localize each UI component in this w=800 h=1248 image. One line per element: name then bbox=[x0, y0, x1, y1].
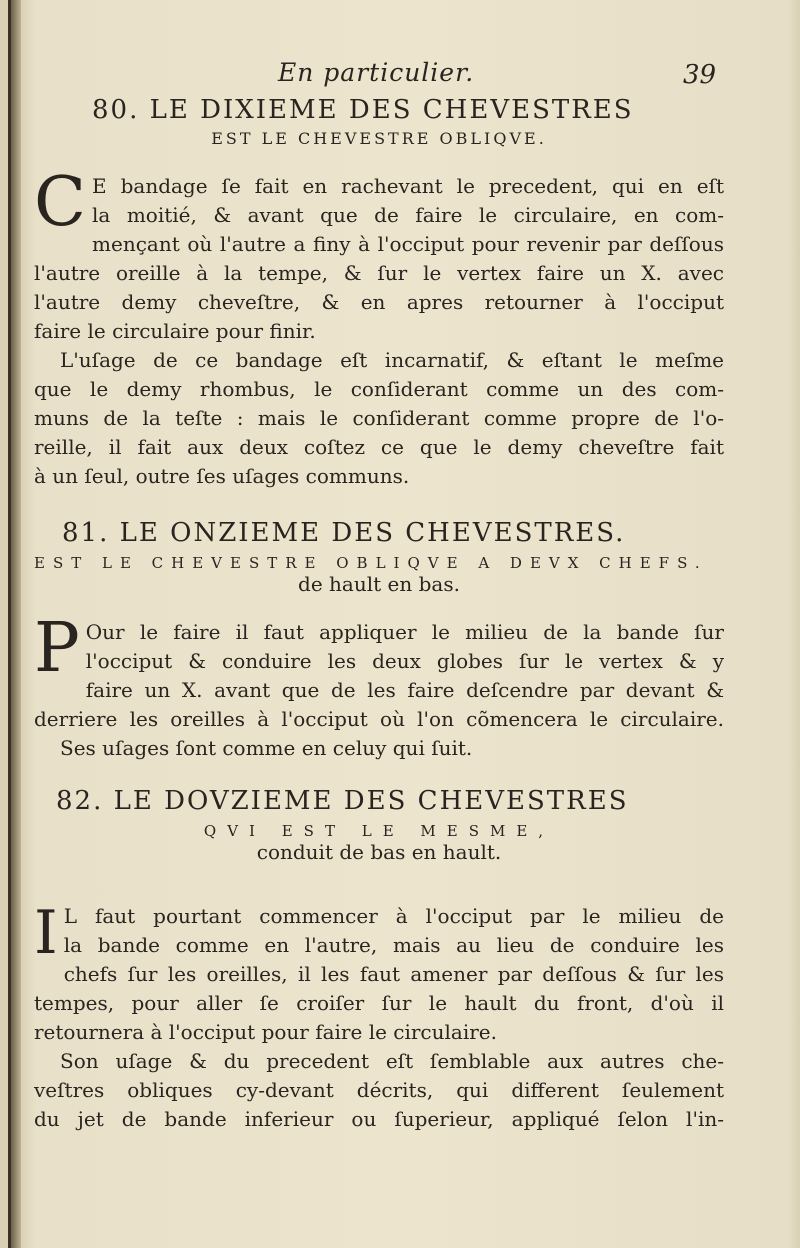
paragraph bbox=[34, 898, 724, 1047]
text-line: la moitié, & avant que de faire le circulaire, en com- bbox=[92, 203, 724, 227]
running-head bbox=[8, 58, 800, 98]
text-line: reille, il fait aux deux coſtez ce que le demy cheveſtre fait bbox=[34, 435, 724, 459]
page-number: 39 bbox=[683, 60, 717, 90]
text-line: du jet de bande inferieur ou ſuperieur, appliqué ſelon l'in- bbox=[34, 1107, 724, 1131]
text-line: faire un X. avant que de les faire deſcendre par devant & bbox=[85, 678, 724, 702]
text-line: L faut pourtant commencer à l'occiput par le milieu de bbox=[63, 904, 724, 928]
drop-cap: C bbox=[34, 163, 87, 242]
section-heading: 80. LE DIXIEME DES CHEVESTRES bbox=[92, 95, 634, 125]
section-subheading: EST LE CHEVESTRE OBLIQVE. bbox=[211, 129, 547, 148]
paragraph bbox=[34, 346, 724, 491]
section-80-body bbox=[34, 163, 724, 491]
section-81-body bbox=[34, 609, 724, 763]
section-subheading: EST LE CHEVESTRE OBLIQVE A DEVX CHEFS. bbox=[34, 554, 708, 572]
text-line: que le demy rhombus, le conſiderant comme un des com- bbox=[34, 377, 724, 401]
text-line: tempes, pour aller ſe croiſer ſur le hault du front, d'où il bbox=[34, 991, 724, 1015]
text-line: à un ſeul, outre ſes uſages communs. bbox=[34, 464, 410, 488]
paragraph bbox=[34, 1047, 724, 1134]
text-line: mençant où l'autre a finy à l'occiput pour revenir par deſſous bbox=[92, 232, 724, 256]
text-line: chefs ſur les oreilles, il les faut amener par deſſous & ſur les bbox=[63, 962, 724, 986]
paragraph bbox=[34, 609, 724, 734]
book-page bbox=[8, 0, 800, 1248]
section-80 bbox=[34, 95, 724, 148]
running-head-title: En particulier. bbox=[278, 58, 475, 87]
text-line: E bandage ſe fait en rachevant le precedent, qui en eſt bbox=[92, 174, 724, 198]
section-heading: 82. LE DOVZIEME DES CHEVESTRES bbox=[56, 786, 629, 816]
paragraph bbox=[34, 163, 724, 346]
section-subline: conduit de bas en hault. bbox=[256, 840, 502, 864]
text-line: la bande comme en l'autre, mais au lieu de conduire les bbox=[63, 933, 724, 957]
section-82 bbox=[34, 786, 724, 864]
text-line: l'autre oreille à la tempe, & ſur le vertex faire un X. avec bbox=[34, 261, 724, 285]
text-line: derriere les oreilles à l'occiput où l'on cõmencera le circulaire. bbox=[34, 707, 724, 731]
text-line: L'uſage de ce bandage eſt incarnatif, & eſtant le meſme bbox=[60, 348, 724, 372]
text-line: retournera à l'occiput pour faire le circulaire. bbox=[34, 1020, 497, 1044]
text-line: Ses uſages ſont comme en celuy qui ſuit. bbox=[60, 736, 473, 760]
text-line: Son uſage & du precedent eſt ſemblable aux autres che- bbox=[60, 1049, 724, 1073]
text-line: Our le faire il faut appliquer le milieu de la bande ſur bbox=[85, 620, 724, 644]
section-81 bbox=[34, 518, 724, 596]
text-line: l'autre demy cheveſtre, & en apres retourner à l'occiput bbox=[34, 290, 724, 314]
section-heading: 81. LE ONZIEME DES CHEVESTRES. bbox=[62, 518, 626, 548]
paragraph bbox=[34, 734, 724, 763]
text-line: l'occiput & conduire les deux globes ſur le vertex & y bbox=[85, 649, 724, 673]
section-82-body bbox=[34, 898, 724, 1134]
book-spine-shadow bbox=[11, 0, 21, 1248]
section-subheading: QVI EST LE MESME, bbox=[203, 822, 555, 840]
drop-cap: P bbox=[34, 609, 80, 688]
text-line: veſtres obliques cy-devant décrits, qui different ſeulement bbox=[34, 1078, 724, 1102]
text-line: muns de la teſte : mais le conſiderant comme propre de l'o- bbox=[34, 406, 724, 430]
section-subline: de hault en bas. bbox=[298, 572, 460, 596]
text-line: faire le circulaire pour finir. bbox=[34, 319, 316, 343]
drop-cap: I bbox=[34, 898, 58, 968]
